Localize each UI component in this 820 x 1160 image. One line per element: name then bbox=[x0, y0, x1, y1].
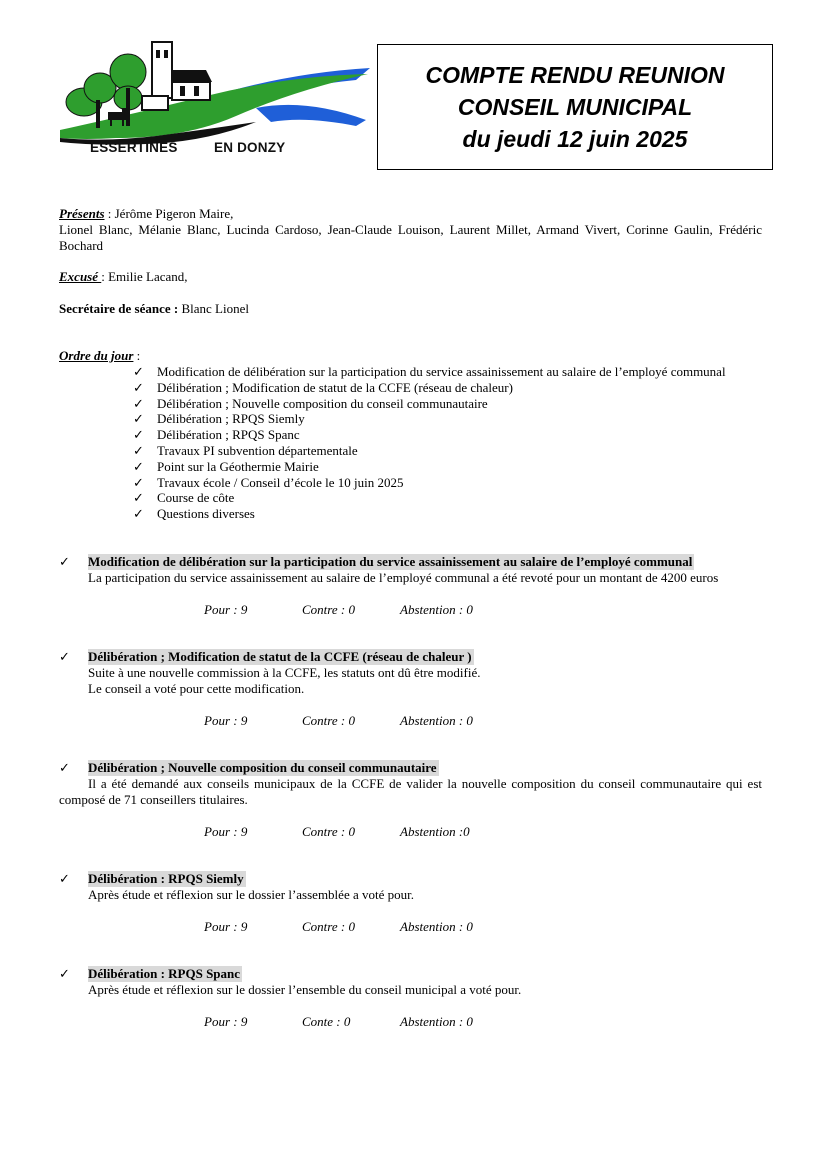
vote-contre: Conte : 0 bbox=[302, 1014, 351, 1029]
checkmark-icon: ✓ bbox=[133, 364, 144, 379]
vote-abstention: Abstention : 0 bbox=[400, 713, 473, 728]
presents-label: Présents bbox=[59, 206, 105, 221]
logo-text-left: ESSERTINES bbox=[90, 140, 178, 155]
checkmark-icon: ✓ bbox=[59, 649, 70, 664]
presents-line-1: : Jérôme Pigeron Maire, bbox=[104, 206, 234, 221]
agenda-item bbox=[133, 443, 726, 459]
vote-contre: Contre : 0 bbox=[302, 824, 355, 839]
secretaire-value: Blanc Lionel bbox=[178, 301, 249, 316]
section-text: Après étude et réflexion sur le dossier l’ensemble du conseil municipal a voté pour. bbox=[88, 982, 522, 997]
checkmark-icon: ✓ bbox=[133, 474, 144, 490]
section-heading bbox=[59, 554, 694, 570]
agenda-item bbox=[133, 459, 726, 475]
section-body bbox=[59, 570, 791, 586]
agenda-item-text: Questions diverses bbox=[157, 506, 255, 522]
checkmark-icon: ✓ bbox=[59, 871, 70, 886]
agenda-item-text: Travaux PI subvention départementale bbox=[157, 442, 358, 458]
section-text: Suite à une nouvelle commission à la CCFE, les statuts ont dû être modifié. bbox=[88, 665, 481, 680]
vote-abstention: Abstention : 0 bbox=[400, 1014, 473, 1029]
presents-line-2: Lionel Blanc, Mélanie Blanc, Lucinda Cardoso, Jean-Claude Louison, Laurent Millet, Armand Vivert, Corinne Gaulin, Frédéric Bochard bbox=[59, 222, 762, 253]
section-body bbox=[59, 887, 791, 903]
section-title: Délibération : RPQS Siemly bbox=[88, 871, 244, 886]
section-heading bbox=[59, 966, 242, 982]
section-body bbox=[59, 665, 791, 697]
document-title-box bbox=[377, 44, 773, 170]
municipality-logo bbox=[56, 38, 376, 158]
checkmark-icon: ✓ bbox=[59, 966, 70, 981]
vote-contre: Contre : 0 bbox=[302, 713, 355, 728]
vote-contre: Contre : 0 bbox=[302, 919, 355, 934]
presents-block bbox=[59, 206, 762, 254]
excuse-label: Excusé bbox=[59, 269, 102, 284]
checkmark-icon: ✓ bbox=[133, 427, 144, 443]
vote-pour: Pour : 9 bbox=[204, 713, 248, 728]
agenda-item bbox=[133, 475, 726, 491]
checkmark-icon: ✓ bbox=[59, 554, 70, 569]
section-heading bbox=[59, 871, 246, 887]
section-text: La participation du service assainissement au salaire de l’employé communal a été revoté pour un montant de 4200 euros bbox=[88, 570, 719, 585]
checkmark-icon: ✓ bbox=[133, 458, 144, 474]
agenda-item bbox=[133, 364, 726, 380]
checkmark-icon: ✓ bbox=[59, 760, 70, 775]
vote-pour: Pour : 9 bbox=[204, 602, 248, 617]
agenda-item-text: Course de côte bbox=[157, 490, 235, 506]
agenda-item-text: Modification de délibération sur la participation du service assainissement au salaire de l’employé communal bbox=[157, 364, 726, 379]
checkmark-icon: ✓ bbox=[133, 490, 144, 506]
agenda-list bbox=[133, 364, 726, 522]
agenda-item-text: Travaux école / Conseil d’école le 10 juin 2025 bbox=[157, 474, 404, 490]
vote-abstention: Abstention : 0 bbox=[400, 919, 473, 934]
agenda-item bbox=[133, 380, 726, 396]
section-title: Délibération ; Nouvelle composition du conseil communautaire bbox=[88, 760, 437, 775]
agenda-item bbox=[133, 506, 726, 522]
vote-pour: Pour : 9 bbox=[204, 1014, 248, 1029]
agenda-item-text: Délibération ; RPQS Spanc bbox=[157, 427, 300, 443]
agenda-label: Ordre du jour bbox=[59, 348, 134, 363]
secretaire-label: Secrétaire de séance : bbox=[59, 301, 179, 316]
checkmark-icon: ✓ bbox=[133, 411, 144, 427]
section-text: Le conseil a voté pour cette modification. bbox=[88, 681, 305, 696]
section-body bbox=[59, 982, 791, 998]
section-heading bbox=[59, 760, 439, 776]
section-title: Modification de délibération sur la participation du service assainissement au salaire de l’employé communal bbox=[88, 554, 693, 569]
checkmark-icon: ✓ bbox=[133, 379, 144, 395]
section-text: Après étude et réflexion sur le dossier l’assemblée a voté pour. bbox=[88, 887, 414, 902]
vote-contre: Contre : 0 bbox=[302, 602, 355, 617]
title-line-1: COMPTE RENDU REUNION bbox=[425, 62, 725, 88]
excuse-block bbox=[59, 269, 762, 285]
secretaire-block bbox=[59, 301, 762, 317]
agenda-suffix: : bbox=[133, 348, 141, 363]
checkmark-icon: ✓ bbox=[133, 506, 144, 522]
agenda-heading bbox=[59, 348, 762, 364]
agenda-item-text: Délibération ; RPQS Siemly bbox=[157, 411, 305, 427]
vote-pour: Pour : 9 bbox=[204, 919, 248, 934]
agenda-item-text: Délibération ; Modification de statut de la CCFE (réseau de chaleur) bbox=[157, 379, 513, 395]
section-body bbox=[59, 776, 762, 808]
agenda-item-text: Point sur la Géothermie Mairie bbox=[157, 458, 319, 474]
agenda-item bbox=[133, 427, 726, 443]
section-title: Délibération : RPQS Spanc bbox=[88, 966, 241, 981]
vote-pour: Pour : 9 bbox=[204, 824, 248, 839]
agenda-item bbox=[133, 490, 726, 506]
logo-text-right: EN DONZY bbox=[214, 140, 286, 155]
section-text: Il a été demandé aux conseils municipaux de la CCFE de valider la nouvelle composition du conseil communautaire qui est composé de 71 conseillers titulaires. bbox=[59, 776, 762, 807]
excuse-value: : Emilie Lacand, bbox=[101, 269, 188, 284]
section-heading bbox=[59, 649, 474, 665]
vote-abstention: Abstention :0 bbox=[400, 824, 470, 839]
section-title: Délibération ; Modification de statut de la CCFE (réseau de chaleur ) bbox=[88, 649, 472, 664]
title-line-2: CONSEIL MUNICIPAL bbox=[457, 94, 693, 120]
checkmark-icon: ✓ bbox=[133, 442, 144, 458]
vote-abstention: Abstention : 0 bbox=[400, 602, 473, 617]
title-line-3: du jeudi 12 juin 2025 bbox=[462, 126, 688, 152]
agenda-item-text: Délibération ; Nouvelle composition du conseil communautaire bbox=[157, 395, 488, 411]
agenda-item bbox=[133, 396, 726, 412]
checkmark-icon: ✓ bbox=[133, 395, 144, 411]
agenda-item bbox=[133, 411, 726, 427]
